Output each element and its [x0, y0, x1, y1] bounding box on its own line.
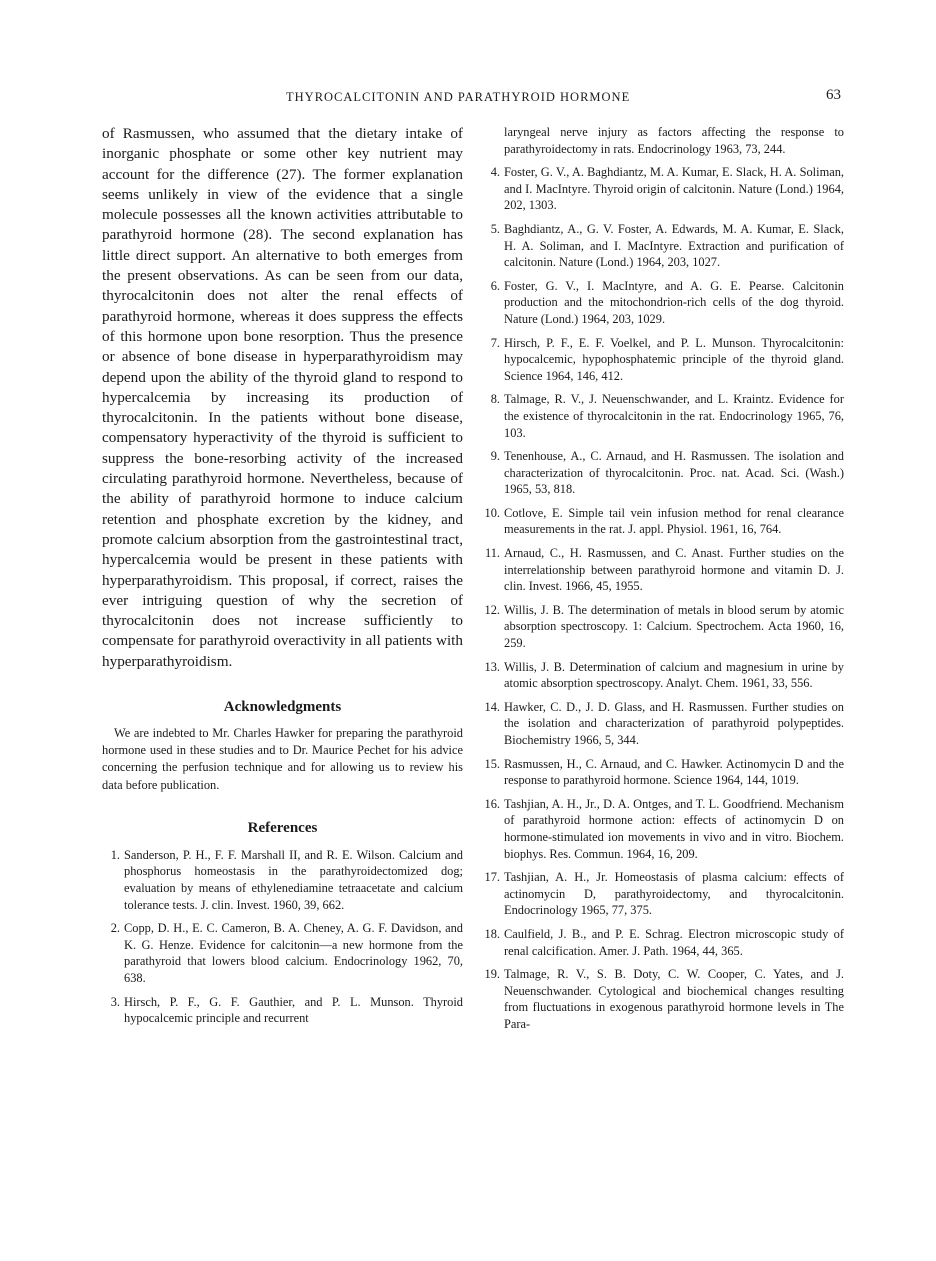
reference-number: 17. — [484, 870, 500, 885]
reference-text: Arnaud, C., H. Rasmussen, and C. Anast. Further studies on the interrelationship between parathyroid hormone and vitamin D. J. clin. Invest. 1966, 45, 1955. — [504, 546, 844, 594]
reference-number: 3. — [110, 994, 120, 1009]
running-title: THYROCALCITONIN AND PARATHYROID HORMONE — [286, 90, 631, 104]
reference-number: 9. — [490, 449, 500, 464]
reference-item — [480, 926, 844, 959]
right-column — [480, 124, 844, 1040]
reference-item — [480, 602, 844, 652]
reference-continuation: laryngeal nerve injury as factors affecting the response to parathyroidectomy in rats. Endocrinology 1963, 73, 244. — [504, 125, 844, 156]
reference-number: 12. — [484, 602, 500, 617]
reference-number: 2. — [110, 921, 120, 936]
reference-text: Hirsch, P. F., E. F. Voelkel, and P. L. Munson. Thyrocalcitonin: hypocalcemic, hypophosphatemic principle of the thyroid gland. Science 1964, 146, 412. — [504, 335, 844, 383]
reference-item — [480, 505, 844, 538]
reference-text: Baghdiantz, A., G. V. Foster, A. Edwards, M. A. Kumar, E. Slack, H. A. Soliman, and I. MacIntyre. Extraction and purification of calcitonin. Nature (Lond.) 1964, 203, 1027. — [504, 221, 844, 270]
reference-number: 6. — [490, 278, 500, 293]
acknowledgments-heading: Acknowledgments — [223, 699, 342, 716]
reference-item — [480, 448, 844, 498]
reference-item — [480, 756, 844, 789]
reference-number: 10. — [484, 505, 500, 520]
reference-text: Sanderson, P. H., F. F. Marshall II, and R. E. Wilson. Calcium and phosphorus homeostasis in the parathyroidectomized dog; evaluation by means of ethylenediamine tetraacetate and calcium tolerance tests. J. clin. Invest. 1960, 39, 662. — [124, 847, 463, 912]
reference-text: Foster, G. V., I. MacIntyre, and A. G. E. Pearse. Calcitonin production and the mitochondrion-rich cells of the dog thyroid. Nature (Lond.) 1964, 203, 1029. — [504, 278, 844, 326]
reference-text: Caulfield, J. B., and P. E. Schrag. Electron microscopic study of renal calcification. Amer. J. Path. 1964, 44, 365. — [504, 926, 844, 958]
reference-number: 5. — [490, 221, 500, 236]
left-column — [102, 124, 463, 1034]
reference-number: 16. — [484, 796, 500, 811]
reference-text: Tashjian, A. H., Jr., D. A. Ontges, and T. L. Goodfriend. Mechanism of parathyroid hormone action: effects of actinomycin D on hormone-stimulated ion movements in vivo and in vitro. Biochem. biophys. Res. Commun. 1964, 16, 209. — [504, 796, 844, 861]
reference-number: 15. — [484, 756, 500, 771]
reference-number: 19. — [484, 967, 500, 982]
page-number: 63 — [826, 87, 841, 103]
reference-item — [480, 966, 844, 1032]
reference-text: Rasmussen, H., C. Arnaud, and C. Hawker. Actinomycin D and the response to parathyroid hormone. Science 1964, 144, 1019. — [504, 756, 844, 788]
reference-number: 1. — [110, 847, 120, 862]
reference-text: Willis, J. B. Determination of calcium and magnesium in urine by atomic absorption spectroscopy. Analyt. Chem. 1961, 33, 556. — [504, 659, 844, 691]
reference-item — [480, 164, 844, 214]
reference-number: 8. — [490, 392, 500, 407]
reference-number: 11. — [484, 546, 500, 561]
reference-text: Foster, G. V., A. Baghdiantz, M. A. Kumar, E. Slack, H. A. Soliman, and I. MacIntyre. Thyroid origin of calcitonin. Nature (Lond.) 1964, 202, 1303. — [504, 165, 844, 213]
reference-item — [480, 659, 844, 692]
reference-item — [480, 545, 844, 595]
acknowledgments-text: We are indebted to Mr. Charles Hawker for preparing the parathyroid hormone used in these studies and to Dr. Maurice Pechet for his advice concerning the perfusion technique and for allowing us to review his data before publication. — [102, 726, 463, 792]
reference-item — [480, 869, 844, 919]
reference-number: 18. — [484, 926, 500, 941]
body-paragraph: of Rasmussen, who assumed that the dietary intake of inorganic phosphate or some other key nutrient may account for the difference (27). The former explanation seems unlikely in view of the evidence that a single molecule possesses all the known activities attributable to parathyroid hormone (28). The second explanation has little direct support. An alternative to both emerges from the present observations. As can be seen from our data, thyrocalcitonin does not alter the renal effects of parathyroid hormone, whereas it does suppress the effects of this hormone upon bone resorption. Thus the presence or absence of bone disease in hyperparathyroidism may depend upon the ability of the thyroid gland to respond to hypercalcemia by increasing its production of thyrocalcitonin. In the patients without bone disease, compensatory hyperactivity of the thyroid is sufficient to suppress the bone-resorbing activity of the increased circulating parathyroid hormone. Nevertheless, because of the ability of parathyroid hormone to induce calcium retention and phosphate excretion by the kidney, and promote calcium absorption from the gastrointestinal tract, hypercalcemia would be present in these patients with hyperparathyroidism. This proposal, if correct, raises the ever intriguing question of why the secretion of thyrocalcitonin does not increase sufficiently to compensate for parathyroid overactivity in all patients with hyperparathyroidism. — [102, 125, 463, 670]
reference-number: 13. — [484, 659, 500, 674]
references-heading: References — [247, 819, 318, 836]
references-list-left — [102, 847, 463, 1027]
reference-item — [480, 221, 844, 271]
references-list-right — [480, 164, 844, 1032]
reference-item — [102, 994, 463, 1027]
reference-text: Cotlove, E. Simple tail vein infusion method for renal clearance measurements in the rat. J. appl. Physiol. 1961, 16, 764. — [504, 505, 844, 537]
reference-text: Hirsch, P. F., G. F. Gauthier, and P. L. Munson. Thyroid hypocalcemic principle and recurrent — [124, 994, 463, 1026]
reference-item — [102, 920, 463, 986]
reference-number: 14. — [484, 699, 500, 714]
reference-item — [480, 796, 844, 862]
reference-text: Tenenhouse, A., C. Arnaud, and H. Rasmussen. The isolation and characterization of thyrocalcitonin. Proc. nat. Acad. Sci. (Wash.) 1965, 53, 818. — [504, 449, 844, 497]
reference-text: Hawker, C. D., J. D. Glass, and H. Rasmussen. Further studies on the isolation and characterization of parathyroid polypeptides. Biochemistry 1966, 5, 344. — [504, 699, 844, 747]
reference-number: 7. — [490, 335, 500, 350]
reference-item — [480, 335, 844, 385]
reference-item — [480, 278, 844, 328]
reference-text: Talmage, R. V., S. B. Doty, C. W. Cooper, C. Yates, and J. Neuenschwander. Cytological and biochemical changes resulting from fluctuations in exogenous parathyroid hormone levels in The Para- — [504, 967, 844, 1031]
reference-item — [102, 847, 463, 913]
reference-text: Copp, D. H., E. C. Cameron, B. A. Cheney, A. G. F. Davidson, and K. G. Henze. Evidence for calcitonin—a new hormone from the parathyroid that lowers blood calcium. Endocrinology 1962, 70, 638. — [124, 921, 463, 985]
reference-text: Talmage, R. V., J. Neuenschwander, and L. Kraintz. Evidence for the existence of thyrocalcitonin in the rat. Endocrinology 1965, 76, 103. — [504, 392, 844, 440]
reference-item — [480, 699, 844, 749]
reference-text: Tashjian, A. H., Jr. Homeostasis of plasma calcium: effects of actinomycin D, parathyroidectomy, and thyrocalcitonin. Endocrinology 1965, 77, 375. — [504, 870, 844, 918]
reference-item — [480, 391, 844, 441]
reference-text: Willis, J. B. The determination of metals in blood serum by atomic absorption spectroscopy. 1: Calcium. Spectrochem. Acta 1960, 16, 259. — [504, 602, 844, 651]
reference-number: 4. — [490, 165, 500, 180]
